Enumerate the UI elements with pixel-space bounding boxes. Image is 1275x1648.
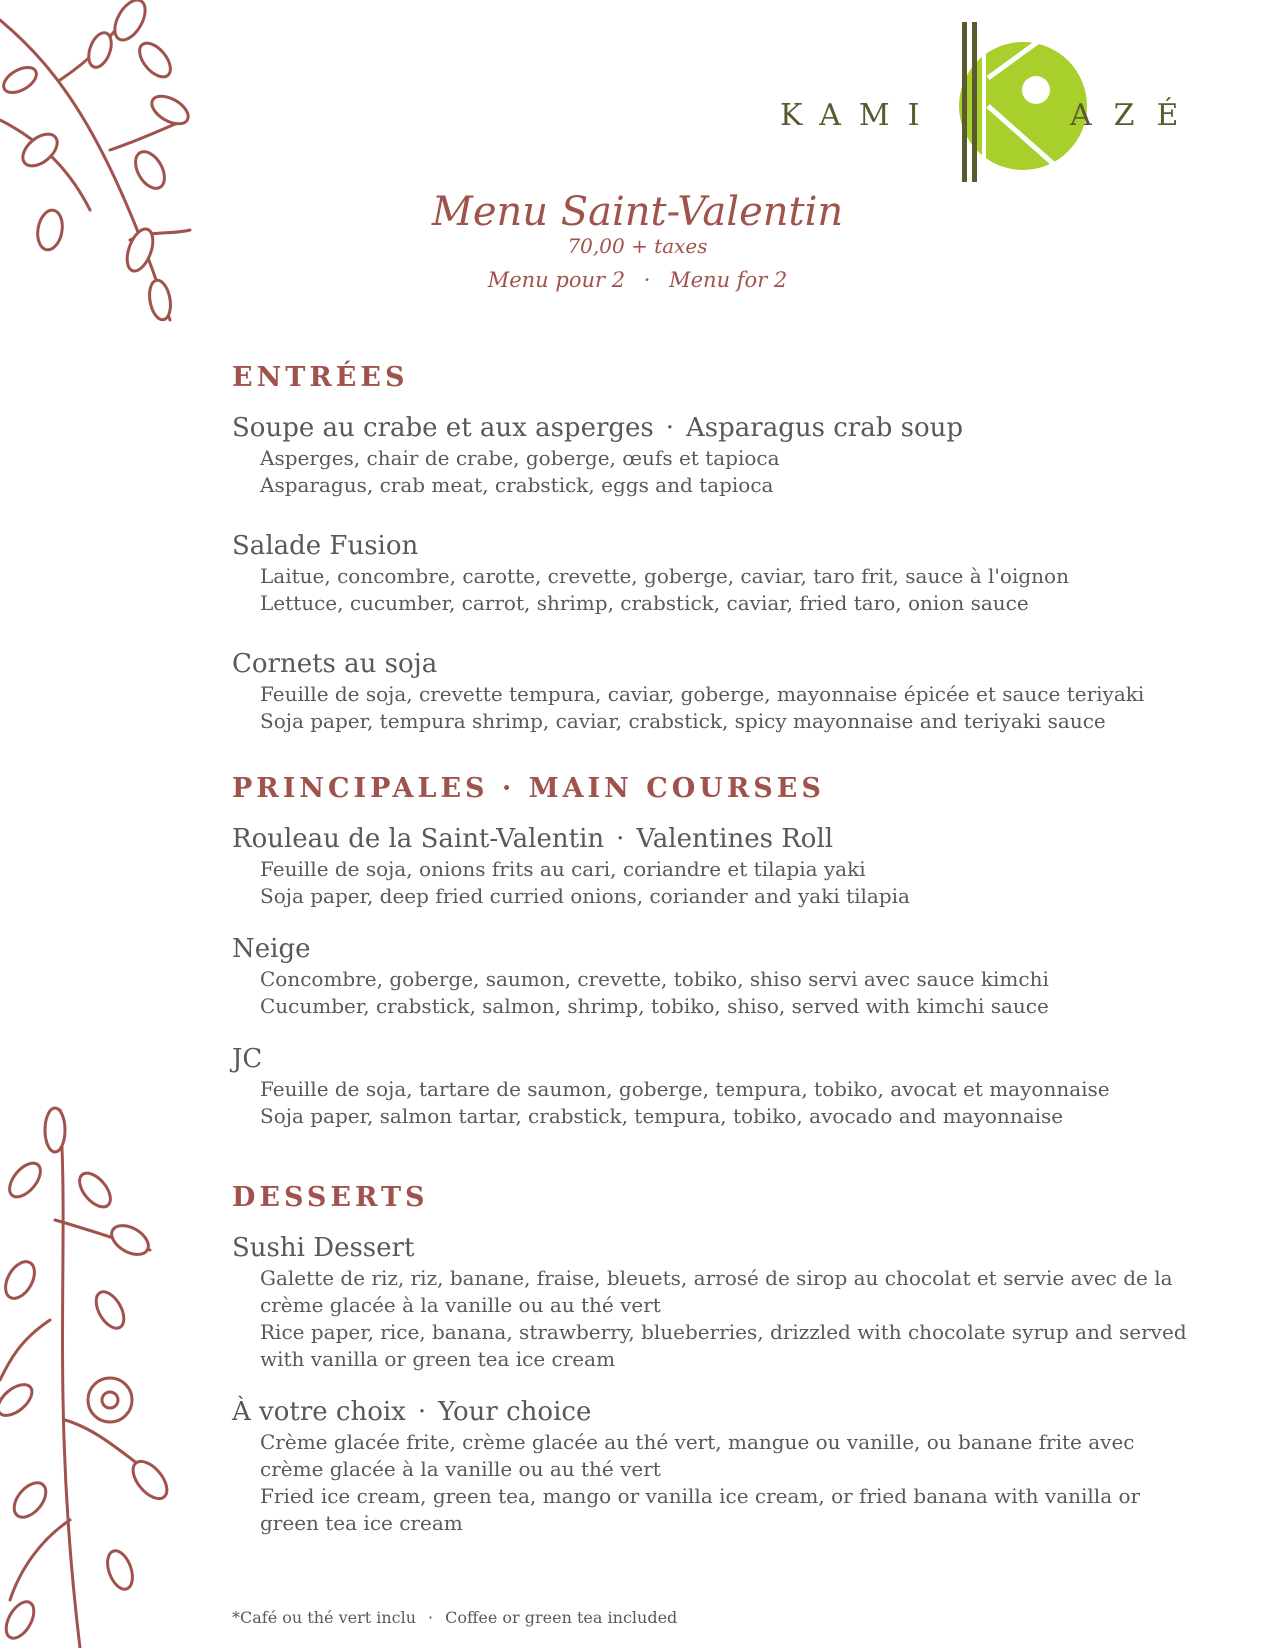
dish-item: [232, 822, 1192, 910]
dish-item: [232, 411, 1192, 499]
dish-name-fr: À votre choix: [232, 1397, 406, 1427]
kamikaze-logo: [780, 18, 1250, 198]
dish-name: [232, 411, 1192, 445]
menu-title: Menu Saint-Valentin: [431, 189, 844, 235]
dish-name: Sushi Dessert: [232, 1233, 415, 1263]
dish-description-fr: Asperges, chair de crabe, goberge, œufs et tapioca: [260, 446, 780, 470]
dish-item: [232, 1231, 1192, 1373]
dish-name-en: Your choice: [438, 1397, 592, 1427]
dish-description-en: Fried ice cream, green tea, mango or vanilla ice cream, or fried banana with vanilla or green tea ice cream: [260, 1484, 1141, 1535]
dish-separator: ·: [616, 824, 625, 854]
dish-description-fr: Crème glacée frite, crème glacée au thé vert, mangue ou vanille, ou banane frite avec crème glacée à la vanille ou au thé vert: [260, 1430, 1135, 1481]
subtitle-fr: Menu pour 2: [487, 268, 626, 292]
footer-en: Coffee or green tea included: [445, 1608, 678, 1627]
dish-name-en: Asparagus crab soup: [686, 413, 964, 443]
logo-text-right: AZÉ: [1070, 98, 1201, 133]
section-desserts: [232, 1182, 1192, 1537]
subtitle-en: Menu for 2: [669, 268, 788, 292]
dish-description-fr: Laitue, concombre, carotte, crevette, goberge, caviar, taro frit, sauce à l'oignon: [260, 564, 1069, 588]
dish-item: [232, 1395, 1192, 1537]
section-title: DESSERTS: [232, 1182, 429, 1213]
dish-description-en: Asparagus, crab meat, crabstick, eggs and tapioca: [260, 473, 774, 497]
logo-text-left: KAMI: [780, 98, 938, 133]
footer-fr: *Café ou thé vert inclu: [232, 1608, 417, 1627]
dish-separator: ·: [417, 1397, 427, 1427]
dish-item: [232, 647, 1192, 735]
dish-description-en: Soja paper, deep fried curried onions, coriander and yaki tilapia: [260, 884, 910, 908]
section-entrees: [232, 362, 1192, 735]
dish-description-en: Rice paper, rice, banana, strawberry, blueberries, drizzled with chocolate syrup and served with vanilla or green tea ice cream: [260, 1320, 1187, 1371]
dish-description-fr: Feuille de soja, tartare de saumon, goberge, tempura, tobiko, avocat et mayonnaise: [260, 1077, 1110, 1101]
subtitle-separator: ·: [643, 268, 651, 292]
dish-description-fr: Concombre, goberge, saumon, crevette, tobiko, shiso servi avec sauce kimchi: [260, 967, 1049, 991]
dish-item: [232, 529, 1192, 617]
dish-description-en: Soja paper, tempura shrimp, caviar, crabstick, spicy mayonnaise and teriyaki sauce: [260, 709, 1106, 733]
dish-name-fr: Soupe au crabe et aux asperges: [232, 413, 654, 443]
dish-description-fr: Feuille de soja, onions frits au cari, coriandre et tilapia yaki: [260, 857, 866, 881]
dish-name: JC: [232, 1044, 263, 1074]
section-title: ENTRÉES: [232, 362, 409, 393]
dish-name: Salade Fusion: [232, 531, 419, 561]
footer-note: [232, 1608, 677, 1627]
logo-emblem: [948, 18, 1088, 188]
botanical-illustration-bottom-left: [0, 1100, 210, 1648]
section-title: PRINCIPALES · MAIN COURSES: [232, 773, 825, 804]
dish-name: [232, 822, 1192, 856]
dish-description-fr: Galette de riz, riz, banane, fraise, bleuets, arrosé de sirop au chocolat et servie avec de la crème glacée à la vanille ou au thé vert: [260, 1266, 1173, 1317]
dish-separator: ·: [665, 413, 675, 443]
dish-name-fr: Rouleau de la Saint-Valentin: [232, 824, 605, 854]
footer-separator: ·: [428, 1608, 434, 1627]
dish-description-fr: Feuille de soja, crevette tempura, caviar, goberge, mayonnaise épicée et sauce teriyaki: [260, 682, 1145, 706]
dish-name-en: Valentines Roll: [636, 824, 834, 854]
dish-description-en: Cucumber, crabstick, salmon, shrimp, tobiko, shiso, served with kimchi sauce: [260, 994, 1049, 1018]
dish-item: [232, 1042, 1192, 1130]
dish-name: Cornets au soja: [232, 649, 438, 679]
dish-description-en: Lettuce, cucumber, carrot, shrimp, crabstick, caviar, fried taro, onion sauce: [260, 591, 1029, 615]
dish-name: [232, 1395, 1192, 1429]
dish-name: Neige: [232, 934, 311, 964]
dish-description-en: Soja paper, salmon tartar, crabstick, tempura, tobiko, avocado and mayonnaise: [260, 1104, 1064, 1128]
menu-header: [0, 190, 1275, 292]
dish-item: [232, 932, 1192, 1020]
section-main-courses: [232, 773, 1192, 1130]
menu-content: [232, 362, 1192, 1537]
menu-price: 70,00 + taxes: [567, 234, 708, 258]
menu-subtitle: [0, 268, 1275, 292]
